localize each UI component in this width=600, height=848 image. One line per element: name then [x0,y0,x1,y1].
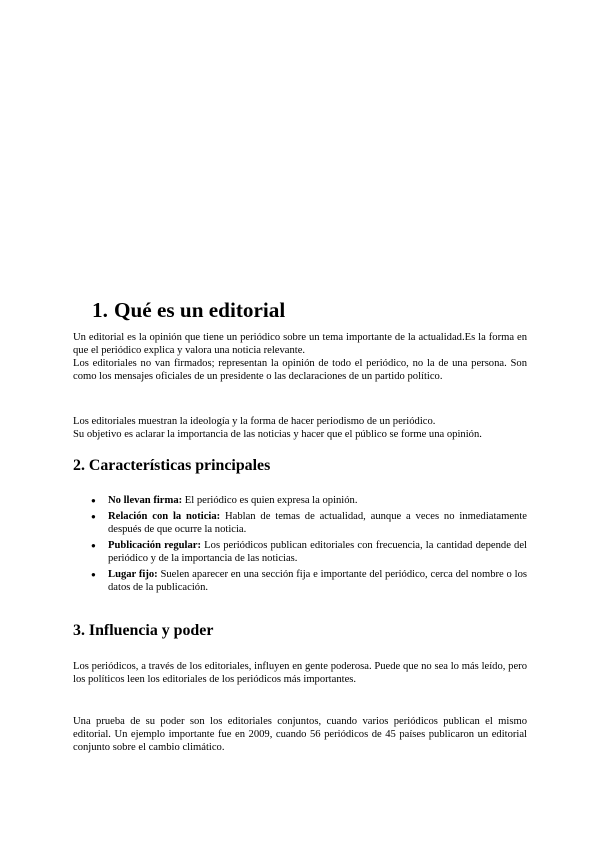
list-item [92,510,527,536]
section-1-title: Qué es un editorial [114,298,286,322]
section-3-paragraph-1 [73,660,527,686]
characteristics-list [92,494,527,597]
bullet-term: Publicación regular: [108,540,202,551]
paragraph: Su objetivo es aclarar la importancia de las noticias y hacer que el público se forme una opinión. [73,429,482,440]
section-3-paragraph-2 [73,715,527,754]
bullet-text: El periódico es quien expresa la opinión. [182,495,358,506]
paragraph: Los periódicos, a través de los editoriales, influyen en gente poderosa. Puede que no sea lo más leído, pero los políticos leen los editoriales de los periódicos más importantes. [73,661,527,685]
list-item [92,568,527,594]
bullet-text: Los periódicos publican editoriales con frecuencia, la cantidad depende del periódico y de la importancia de las noticias. [108,540,528,564]
section-1-number: 1. [92,298,108,322]
bullet-text: Suelen aparecer en una sección fija e importante del periódico, cerca del nombre o los datos de la publicación. [108,569,527,593]
section-1-heading [92,298,286,322]
section-1-body [73,331,527,383]
list-item [92,494,527,507]
bullet-term: No llevan firma: [108,495,183,506]
paragraph: Una prueba de su poder son los editoriales conjuntos, cuando varios periódicos publican el mismo editorial. Un ejemplo importante fue en 2009, cuando 56 periódicos de 45 países publicaron un editorial conjunto sobre el cambio climático. [73,716,527,753]
list-item [92,539,527,565]
section-2-heading: 2. Características principales [73,457,271,474]
paragraph: Los editoriales muestran la ideología y la forma de hacer periodismo de un periódico. [73,416,436,427]
bullet-term: Relación con la noticia: [108,511,221,522]
paragraph: Un editorial es la opinión que tiene un periódico sobre un tema importante de la actualidad.Es la forma en que el periódico explica y valora una noticia relevante. [73,332,527,356]
section-1-body-b [73,415,527,441]
paragraph: Los editoriales no van firmados; representan la opinión de todo el periódico, no la de una persona. Son como los mensajes oficiales de un presidente o las declaraciones de un partido político. [73,358,527,382]
bullet-text: Hablan de temas de actualidad, aunque a veces no inmediatamente después de que ocurre la noticia. [108,511,527,535]
section-3-heading: 3. Influencia y poder [73,622,214,639]
bullet-term: Lugar fijo: [108,569,158,580]
